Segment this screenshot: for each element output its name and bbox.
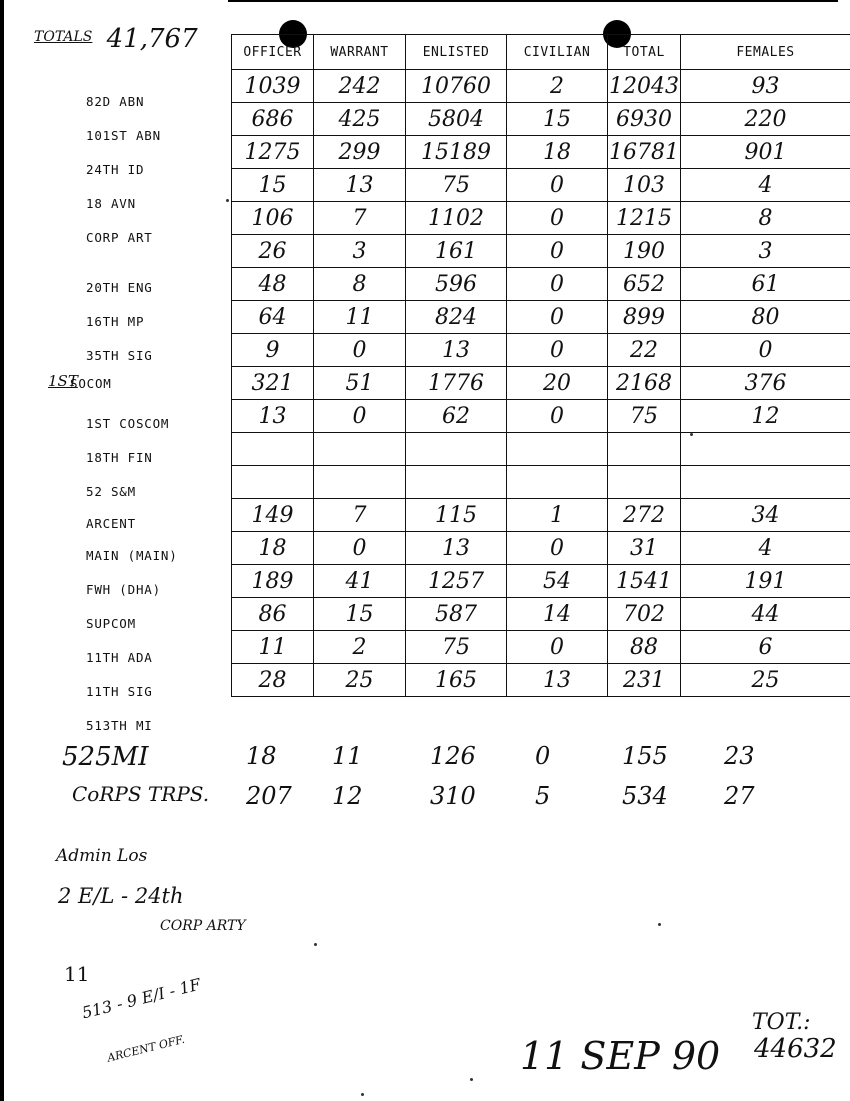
cell-enlisted: 596 xyxy=(406,268,507,301)
speck xyxy=(361,1093,364,1096)
header-civilian: CIVILIAN xyxy=(507,35,608,70)
bottom-note-1: 513 - 9 E/I - 1F xyxy=(80,974,203,1023)
row-label: 16TH MP xyxy=(86,314,145,329)
speck xyxy=(690,433,693,436)
cell-officer: 106 xyxy=(232,202,314,235)
cell-total: 190 xyxy=(608,235,681,268)
speck xyxy=(226,199,229,202)
cell-females: 0 xyxy=(681,334,850,367)
cell-civilian: 54 xyxy=(507,565,608,598)
row-label: 513TH MI xyxy=(86,718,153,733)
extra-row-warrant: 11 xyxy=(332,742,363,770)
row-label: 18 AVN xyxy=(86,196,136,211)
cell-females: 4 xyxy=(681,169,850,202)
table-row xyxy=(232,565,850,598)
table-row xyxy=(232,268,850,301)
cell-warrant: 8 xyxy=(314,268,406,301)
cell-warrant: 425 xyxy=(314,103,406,136)
cell-warrant: 0 xyxy=(314,334,406,367)
cell-females: 376 xyxy=(681,367,850,400)
cell-officer: 48 xyxy=(232,268,314,301)
cell-total: 16781 xyxy=(608,136,681,169)
cell-females: 80 xyxy=(681,301,850,334)
cell-total: 1215 xyxy=(608,202,681,235)
cell-females xyxy=(681,433,850,466)
cell-enlisted: 13 xyxy=(406,532,507,565)
cell-total: 2168 xyxy=(608,367,681,400)
table-row xyxy=(232,499,850,532)
table-row xyxy=(232,169,850,202)
bottom-note-2: ARCENT OFF. xyxy=(106,1032,186,1065)
table-row xyxy=(232,466,850,499)
speck xyxy=(658,923,661,926)
totals-value: 41,767 xyxy=(106,24,198,54)
cell-officer: 1039 xyxy=(232,70,314,103)
row-label: 101ST ABN xyxy=(86,128,161,143)
row-label: 35TH SIG xyxy=(86,348,153,363)
page-edge xyxy=(0,0,4,1101)
table-row xyxy=(232,367,850,400)
speck xyxy=(314,943,317,946)
cell-total: 88 xyxy=(608,631,681,664)
socom-prefix: 1ST xyxy=(48,372,78,390)
cell-enlisted: 62 xyxy=(406,400,507,433)
cell-warrant: 51 xyxy=(314,367,406,400)
cell-warrant xyxy=(314,433,406,466)
row-label: 82D ABN xyxy=(86,94,145,109)
cell-enlisted: 13 xyxy=(406,334,507,367)
extra-row-label: 525MI xyxy=(62,742,149,772)
table-row xyxy=(232,532,850,565)
header-row xyxy=(232,35,850,70)
cell-warrant: 7 xyxy=(314,499,406,532)
cell-warrant: 25 xyxy=(314,664,406,697)
cell-civilian: 14 xyxy=(507,598,608,631)
cell-warrant: 3 xyxy=(314,235,406,268)
cell-officer: 28 xyxy=(232,664,314,697)
cell-enlisted: 5804 xyxy=(406,103,507,136)
admin-note: Admin Los xyxy=(56,846,148,866)
cell-total: 272 xyxy=(608,499,681,532)
cell-officer: 86 xyxy=(232,598,314,631)
tally-mark: 11 xyxy=(64,962,90,986)
cell-enlisted: 165 xyxy=(406,664,507,697)
cell-warrant: 15 xyxy=(314,598,406,631)
cell-officer: 15 xyxy=(232,169,314,202)
personnel-table xyxy=(231,34,850,697)
totals-label: TOTALS xyxy=(34,29,93,45)
cell-total: 6930 xyxy=(608,103,681,136)
cell-enlisted xyxy=(406,466,507,499)
cell-officer: 149 xyxy=(232,499,314,532)
cell-total: 1541 xyxy=(608,565,681,598)
cell-civilian: 0 xyxy=(507,169,608,202)
cell-females: 44 xyxy=(681,598,850,631)
cell-officer: 64 xyxy=(232,301,314,334)
extra-row-warrant: 12 xyxy=(332,782,363,810)
date-note: 11 SEP 90 xyxy=(520,1034,721,1078)
table-row xyxy=(232,235,850,268)
cell-enlisted: 587 xyxy=(406,598,507,631)
header-enlisted: ENLISTED xyxy=(406,35,507,70)
cell-females: 8 xyxy=(681,202,850,235)
cell-officer: 11 xyxy=(232,631,314,664)
cell-civilian: 1 xyxy=(507,499,608,532)
cell-females: 901 xyxy=(681,136,850,169)
cell-civilian: 13 xyxy=(507,664,608,697)
cell-enlisted xyxy=(406,433,507,466)
cell-females: 12 xyxy=(681,400,850,433)
cell-total: 12043 xyxy=(608,70,681,103)
cell-officer: 321 xyxy=(232,367,314,400)
cell-warrant: 11 xyxy=(314,301,406,334)
cell-females: 191 xyxy=(681,565,850,598)
cell-enlisted: 75 xyxy=(406,169,507,202)
cell-warrant: 242 xyxy=(314,70,406,103)
extra-row-label: CoRPS TRPS. xyxy=(72,782,210,806)
extra-row-officer: 18 xyxy=(246,742,277,770)
table-row xyxy=(232,664,850,697)
cell-total: 31 xyxy=(608,532,681,565)
cell-total: 103 xyxy=(608,169,681,202)
extra-row-total: 534 xyxy=(622,782,668,810)
extra-row-enlisted: 126 xyxy=(430,742,476,770)
table-row xyxy=(232,334,850,367)
cell-females: 6 xyxy=(681,631,850,664)
cell-officer: 13 xyxy=(232,400,314,433)
row-label: 1ST COSCOM xyxy=(86,416,170,431)
cell-enlisted: 1102 xyxy=(406,202,507,235)
totals-note xyxy=(34,24,198,54)
cell-officer: 9 xyxy=(232,334,314,367)
cell-females: 220 xyxy=(681,103,850,136)
cell-females: 4 xyxy=(681,532,850,565)
table-row xyxy=(232,103,850,136)
admin-line-1: 2 E/L - 24th xyxy=(58,884,184,908)
cell-warrant: 2 xyxy=(314,631,406,664)
cell-civilian: 0 xyxy=(507,631,608,664)
cell-civilian: 0 xyxy=(507,400,608,433)
row-label: SOCOM xyxy=(70,376,112,391)
cell-civilian: 0 xyxy=(507,532,608,565)
table-row xyxy=(232,598,850,631)
cell-civilian xyxy=(507,433,608,466)
cell-warrant: 7 xyxy=(314,202,406,235)
header-warrant: WARRANT xyxy=(314,35,406,70)
cell-warrant: 0 xyxy=(314,400,406,433)
cell-females: 93 xyxy=(681,70,850,103)
cell-civilian: 0 xyxy=(507,235,608,268)
table-row xyxy=(232,301,850,334)
row-label: SUPCOM xyxy=(86,616,136,631)
speck xyxy=(470,1078,473,1081)
cell-enlisted: 15189 xyxy=(406,136,507,169)
table-row xyxy=(232,433,850,466)
row-label: 11TH ADA xyxy=(86,650,153,665)
row-label: 18TH FIN xyxy=(86,450,153,465)
cell-total xyxy=(608,433,681,466)
extra-row-females: 23 xyxy=(724,742,755,770)
cell-enlisted: 1257 xyxy=(406,565,507,598)
cell-warrant: 41 xyxy=(314,565,406,598)
row-label: 20TH ENG xyxy=(86,280,153,295)
row-label: 11TH SIG xyxy=(86,684,153,699)
row-label: ARCENT xyxy=(86,516,136,531)
cell-officer: 189 xyxy=(232,565,314,598)
cell-officer: 1275 xyxy=(232,136,314,169)
cell-females: 61 xyxy=(681,268,850,301)
cell-females: 3 xyxy=(681,235,850,268)
header-total: TOTAL xyxy=(608,35,681,70)
extra-row-civilian: 5 xyxy=(535,782,551,810)
cell-civilian: 0 xyxy=(507,268,608,301)
admin-line-2: CORP ARTY xyxy=(160,918,246,934)
top-border xyxy=(228,0,838,2)
cell-civilian: 15 xyxy=(507,103,608,136)
cell-civilian: 0 xyxy=(507,334,608,367)
cell-officer xyxy=(232,466,314,499)
extra-row-officer: 207 xyxy=(246,782,292,810)
extra-row-females: 27 xyxy=(724,782,755,810)
extra-row-enlisted: 310 xyxy=(430,782,476,810)
cell-enlisted: 115 xyxy=(406,499,507,532)
cell-females xyxy=(681,466,850,499)
cell-enlisted: 161 xyxy=(406,235,507,268)
total-tag-value: 44632 xyxy=(754,1034,837,1064)
cell-warrant: 0 xyxy=(314,532,406,565)
cell-officer: 26 xyxy=(232,235,314,268)
cell-officer: 686 xyxy=(232,103,314,136)
table-row xyxy=(232,631,850,664)
cell-civilian: 18 xyxy=(507,136,608,169)
cell-total: 231 xyxy=(608,664,681,697)
cell-civilian: 0 xyxy=(507,202,608,235)
cell-total: 702 xyxy=(608,598,681,631)
cell-enlisted: 824 xyxy=(406,301,507,334)
table-row xyxy=(232,202,850,235)
cell-civilian: 0 xyxy=(507,301,608,334)
cell-warrant: 299 xyxy=(314,136,406,169)
extra-row-total: 155 xyxy=(622,742,668,770)
cell-warrant xyxy=(314,466,406,499)
cell-enlisted: 75 xyxy=(406,631,507,664)
cell-civilian: 2 xyxy=(507,70,608,103)
total-tag-label: TOT.: xyxy=(752,1010,811,1035)
cell-officer: 18 xyxy=(232,532,314,565)
cell-total: 652 xyxy=(608,268,681,301)
row-label: 52 S&M xyxy=(86,484,136,499)
row-label: MAIN (MAIN) xyxy=(86,548,178,563)
header-females: FEMALES xyxy=(681,35,850,70)
table-row xyxy=(232,400,850,433)
table-row xyxy=(232,70,850,103)
cell-total xyxy=(608,466,681,499)
cell-females: 34 xyxy=(681,499,850,532)
cell-warrant: 13 xyxy=(314,169,406,202)
cell-total: 75 xyxy=(608,400,681,433)
row-label: FWH (DHA) xyxy=(86,582,161,597)
extra-row-civilian: 0 xyxy=(535,742,551,770)
cell-total: 22 xyxy=(608,334,681,367)
row-label: CORP ART xyxy=(86,230,153,245)
cell-enlisted: 1776 xyxy=(406,367,507,400)
header-officer: OFFICER xyxy=(232,35,314,70)
row-label: 24TH ID xyxy=(86,162,145,177)
cell-enlisted: 10760 xyxy=(406,70,507,103)
cell-total: 899 xyxy=(608,301,681,334)
table-row xyxy=(232,136,850,169)
cell-females: 25 xyxy=(681,664,850,697)
cell-officer xyxy=(232,433,314,466)
cell-civilian xyxy=(507,466,608,499)
cell-civilian: 20 xyxy=(507,367,608,400)
